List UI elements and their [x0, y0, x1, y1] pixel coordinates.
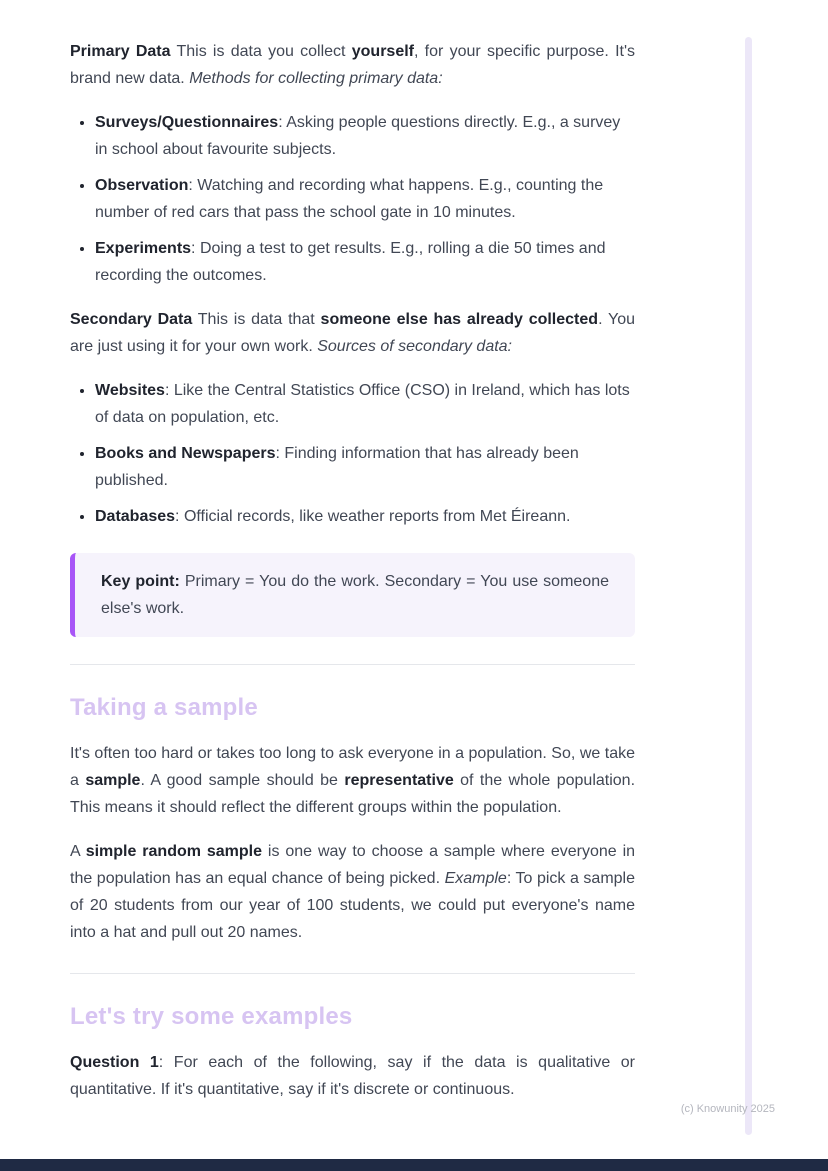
list-item-surveys: • Surveys/Questionnaires: Asking people questions directly. E.g., a survey in school about favourite subjects. [95, 109, 635, 163]
secondary-data-sources-list [70, 377, 635, 530]
list-item-databases: • Databases: Official records, like weather reports from Met Éireann. [95, 503, 635, 530]
section-heading-taking-a-sample: Taking a sample [70, 694, 258, 721]
primary-data-methods-list [70, 109, 635, 289]
list-item-experiments: • Experiments: Doing a test to get results. E.g., rolling a die 50 times and recording the outcomes. [95, 235, 635, 289]
list-item-books-newspapers: • Books and Newspapers: Finding information that has already been published. [95, 440, 635, 494]
key-point-callout [70, 553, 635, 637]
paragraph-question-1: Question 1: For each of the following, say if the data is qualitative or quantitative. If it's quantitative, say if it's discrete or continuous. [70, 1054, 635, 1098]
copyright-watermark: (c) Knowunity 2025 [680, 1103, 775, 1115]
paragraph-simple-random-sample: A simple random sample is one way to choose a sample where everyone in the population has an equal chance of being picked. Example: To pick a sample of 20 students from our year of 100 students, we could put everyone's name into a hat and pull out 20 names. [70, 843, 636, 941]
document-content [70, 38, 635, 1120]
key-point-text: Key point: Primary = You do the work. Secondary = You use someone else's work. [101, 573, 609, 617]
bottom-bar [0, 1159, 828, 1171]
list-item-websites: • Websites: Like the Central Statistics Office (CSO) in Ireland, which has lots of data on population, etc. [95, 377, 635, 431]
divider [70, 664, 635, 665]
section-heading-examples: Let's try some examples [70, 1003, 353, 1030]
paragraph-secondary-data: Secondary Data This is data that someone else has already collected. You are just using it for your own work. Sources of secondary data: [70, 311, 636, 355]
scrollbar-track[interactable] [745, 37, 752, 1135]
paragraph-sampling-intro: It's often too hard or takes too long to ask everyone in a population. So, we take a sample. A good sample should be representative of the whole population. This means it should reflect the different groups within the population. [70, 745, 636, 816]
divider [70, 973, 635, 974]
paragraph-primary-data: Primary Data This is data you collect yourself, for your specific purpose. It's brand new data. Methods for collecting primary data: [70, 43, 636, 87]
list-item-observation: • Observation: Watching and recording what happens. E.g., counting the number of red cars that pass the school gate in 10 minutes. [95, 172, 635, 226]
